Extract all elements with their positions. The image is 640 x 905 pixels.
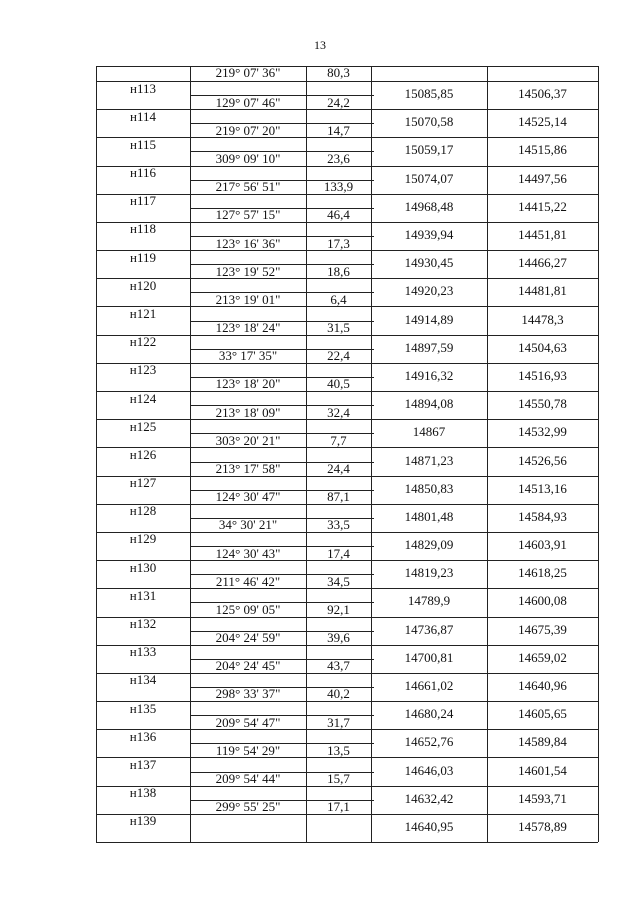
distance-cell: 7,7 xyxy=(330,432,347,448)
y-coordinate-cell: 14600,08 xyxy=(518,593,567,609)
distance-cell: 17,1 xyxy=(327,799,350,815)
point-cell: н123 xyxy=(129,362,157,378)
x-coordinate-cell: 15059,17 xyxy=(404,142,454,158)
page-number: 13 xyxy=(314,38,326,52)
bearing-cell: 303° 20' 21" xyxy=(215,432,281,448)
x-coordinate-cell: 14920,23 xyxy=(404,283,454,299)
point-cell: н126 xyxy=(129,446,157,462)
bearing-cell: 219° 07' 20" xyxy=(215,122,281,138)
y-coordinate-cell: 14584,93 xyxy=(518,508,567,524)
bearing-cell: 123° 19' 52" xyxy=(215,263,281,279)
distance-cell: 17,4 xyxy=(327,545,350,561)
x-coordinate-cell: 14736,87 xyxy=(404,621,454,637)
y-coordinate-cell: 14506,37 xyxy=(518,86,567,102)
x-coordinate-cell: 15085,85 xyxy=(404,86,454,102)
bearing-cell: 299° 55' 25" xyxy=(215,799,281,815)
distance-cell: 18,6 xyxy=(327,263,350,279)
point-cell: н118 xyxy=(130,221,156,237)
point-cell: н130 xyxy=(129,559,157,575)
distance-cell: 15,7 xyxy=(327,771,350,787)
y-coordinate-cell: 14675,39 xyxy=(518,621,567,637)
y-coordinate-cell: 14497,56 xyxy=(518,170,567,186)
y-coordinate-cell: 14589,84 xyxy=(518,734,567,750)
x-coordinate-cell: 14968,48 xyxy=(404,198,454,214)
x-coordinate-cell: 15074,07 xyxy=(404,170,454,186)
distance-cell: 133,9 xyxy=(323,179,354,195)
point-cell: н115 xyxy=(130,136,156,152)
x-coordinate-cell: 14871,23 xyxy=(404,452,454,468)
x-coordinate-cell: 14661,02 xyxy=(404,677,454,693)
bearing-cell: 123° 18' 20" xyxy=(215,376,281,392)
x-coordinate-cell: 14801,48 xyxy=(404,508,454,524)
bearing-cell: 204° 24' 59" xyxy=(215,630,281,646)
point-cell: н120 xyxy=(129,277,157,293)
bearing-cell: 119° 54' 29" xyxy=(215,742,281,758)
distance-cell: 22,4 xyxy=(327,348,350,364)
y-coordinate-cell: 14525,14 xyxy=(518,114,567,130)
x-coordinate-cell: 14867 xyxy=(412,424,446,440)
distance-cell: 24,2 xyxy=(327,94,350,110)
bearing-cell: 124° 30' 43" xyxy=(215,545,281,561)
distance-cell: 23,6 xyxy=(327,150,350,166)
x-coordinate-cell: 14646,03 xyxy=(404,762,454,778)
point-cell: н125 xyxy=(129,418,157,434)
point-cell: н138 xyxy=(129,785,157,801)
y-coordinate-cell: 14451,81 xyxy=(518,227,567,243)
bearing-cell: 298° 33' 37" xyxy=(215,686,281,702)
distance-cell: 6,4 xyxy=(330,291,347,307)
x-coordinate-cell: 15070,58 xyxy=(404,114,454,130)
x-coordinate-cell: 14829,09 xyxy=(404,537,454,553)
bearing-cell: 309° 09' 10" xyxy=(215,150,281,166)
x-coordinate-cell: 14914,89 xyxy=(404,311,454,327)
point-cell: н139 xyxy=(129,813,157,829)
y-coordinate-cell: 14593,71 xyxy=(518,790,567,806)
point-cell: н119 xyxy=(130,249,156,265)
y-coordinate-cell: 14578,89 xyxy=(518,818,567,834)
distance-cell: 31,7 xyxy=(327,714,350,730)
bearing-cell: 209° 54' 47" xyxy=(215,714,281,730)
y-coordinate-cell: 14478,3 xyxy=(521,311,564,327)
y-coordinate-cell: 14515,86 xyxy=(518,142,567,158)
distance-cell: 34,5 xyxy=(327,573,350,589)
x-coordinate-cell: 14700,81 xyxy=(404,649,454,665)
y-coordinate-cell: 14601,54 xyxy=(518,762,567,778)
y-coordinate-cell: 14550,78 xyxy=(518,396,567,412)
point-cell: н113 xyxy=(130,80,156,96)
bearing-cell: 211° 46' 42" xyxy=(215,573,281,589)
distance-cell: 39,6 xyxy=(327,630,350,646)
x-coordinate-cell: 14632,42 xyxy=(404,790,454,806)
point-cell: н121 xyxy=(129,305,157,321)
y-coordinate-cell: 14516,93 xyxy=(518,367,567,383)
y-coordinate-cell: 14415,22 xyxy=(518,198,567,214)
point-cell: н127 xyxy=(129,475,157,491)
x-coordinate-cell: 14640,95 xyxy=(404,818,454,834)
y-coordinate-cell: 14603,91 xyxy=(518,537,567,553)
point-cell: н117 xyxy=(130,193,156,209)
distance-cell: 31,5 xyxy=(327,320,350,336)
point-cell: н124 xyxy=(129,390,157,406)
point-cell: н133 xyxy=(129,644,157,660)
y-coordinate-cell: 14532,99 xyxy=(518,424,567,440)
x-coordinate-cell: 14897,59 xyxy=(404,339,454,355)
bearing-cell: 219° 07' 36" xyxy=(215,65,281,80)
distance-cell: 40,5 xyxy=(327,376,350,392)
distance-cell: 92,1 xyxy=(327,601,350,617)
point-cell: н135 xyxy=(129,700,157,716)
distance-cell: 32,4 xyxy=(327,404,350,420)
y-coordinate-cell: 14504,63 xyxy=(518,339,567,355)
bearing-cell: 34° 30' 21" xyxy=(218,517,278,533)
bearing-cell: 123° 16' 36" xyxy=(215,235,281,251)
y-coordinate-cell: 14526,56 xyxy=(518,452,567,468)
y-coordinate-cell: 14605,65 xyxy=(518,706,567,722)
x-coordinate-cell: 14819,23 xyxy=(404,565,454,581)
distance-cell: 80,3 xyxy=(327,65,350,80)
distance-cell: 43,7 xyxy=(327,658,350,674)
bearing-cell: 123° 18' 24" xyxy=(215,320,281,336)
point-cell: н137 xyxy=(129,756,157,772)
x-coordinate-cell: 14652,76 xyxy=(404,734,454,750)
y-coordinate-cell: 14618,25 xyxy=(518,565,567,581)
x-coordinate-cell: 14894,08 xyxy=(404,396,454,412)
bearing-cell: 204° 24' 45" xyxy=(215,658,281,674)
bearing-cell: 124° 30' 47" xyxy=(215,489,281,505)
point-cell: н128 xyxy=(129,503,157,519)
y-coordinate-cell: 14513,16 xyxy=(518,480,567,496)
bearing-cell: 125° 09' 05" xyxy=(215,601,281,617)
y-coordinate-cell: 14466,27 xyxy=(518,255,567,271)
y-coordinate-cell: 14640,96 xyxy=(518,677,567,693)
distance-cell: 40,2 xyxy=(327,686,350,702)
x-coordinate-cell: 14789,9 xyxy=(407,593,451,609)
x-coordinate-cell: 14939,94 xyxy=(404,227,454,243)
point-cell: н136 xyxy=(129,728,157,744)
table-border xyxy=(96,842,598,843)
bearing-cell: 213° 19' 01" xyxy=(215,291,281,307)
column-divider xyxy=(598,66,599,842)
point-cell: н134 xyxy=(129,672,157,688)
coordinates-table xyxy=(96,66,598,842)
distance-cell: 14,7 xyxy=(327,122,350,138)
y-coordinate-cell: 14659,02 xyxy=(518,649,567,665)
point-cell: н114 xyxy=(130,108,156,124)
x-coordinate-cell: 14680,24 xyxy=(404,706,454,722)
bearing-cell: 209° 54' 44" xyxy=(215,771,281,787)
point-cell: н132 xyxy=(129,616,157,632)
distance-cell: 13,5 xyxy=(327,742,350,758)
distance-cell: 24,4 xyxy=(327,461,350,476)
bearing-cell: 217° 56' 51" xyxy=(215,179,281,195)
x-coordinate-cell: 14916,32 xyxy=(404,367,454,383)
distance-cell: 33,5 xyxy=(327,517,350,533)
point-cell: н122 xyxy=(129,334,157,350)
x-coordinate-cell: 14930,45 xyxy=(404,255,454,271)
distance-cell: 46,4 xyxy=(327,207,350,223)
point-cell: н131 xyxy=(129,587,157,603)
point-cell: н129 xyxy=(129,531,157,547)
bearing-cell: 213° 18' 09" xyxy=(215,404,281,420)
x-coordinate-cell: 14850,83 xyxy=(404,480,454,496)
bearing-cell: 213° 17' 58" xyxy=(215,461,281,476)
bearing-cell: 129° 07' 46" xyxy=(215,94,281,110)
distance-cell: 87,1 xyxy=(327,489,350,505)
bearing-cell: 127° 57' 15" xyxy=(215,207,281,223)
bearing-cell: 33° 17' 35" xyxy=(218,348,278,364)
distance-cell: 17,3 xyxy=(327,235,350,251)
point-cell: н116 xyxy=(130,165,156,181)
y-coordinate-cell: 14481,81 xyxy=(518,283,567,299)
